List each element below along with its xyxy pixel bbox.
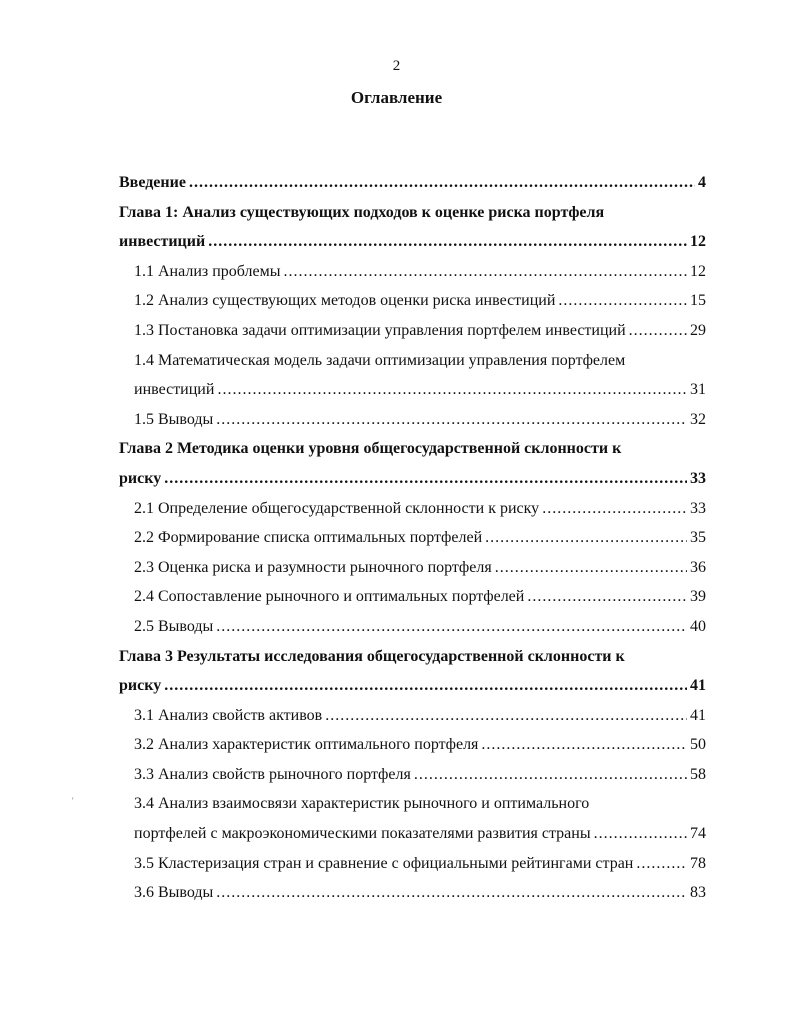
dot-leader <box>216 878 687 908</box>
dot-leader <box>325 701 687 731</box>
toc-entry-page: 31 <box>690 381 706 399</box>
dot-leader <box>208 227 687 257</box>
dot-leader <box>495 553 687 583</box>
toc-entry-title: 3.2 Анализ характеристик оптимального портфеля <box>134 736 479 754</box>
toc-section-1-4-title[interactable] <box>134 346 706 376</box>
toc-entry-title: 2.3 Оценка риска и разумности рыночного портфеля <box>134 558 492 576</box>
toc-chapter-1-title[interactable] <box>119 198 706 228</box>
toc-chapter-2[interactable] <box>119 464 706 494</box>
toc-entry-title: 3.6 Выводы <box>134 884 214 902</box>
toc-entry-page: 15 <box>690 292 706 310</box>
toc-chapter-1[interactable] <box>119 227 706 257</box>
dot-leader <box>481 730 687 760</box>
toc-entry-page: 39 <box>690 588 706 606</box>
toc-section-1-1[interactable] <box>134 257 706 287</box>
toc-section-3-3[interactable] <box>134 760 706 790</box>
toc-entry-title: 3.3 Анализ свойств рыночного портфеля <box>134 765 411 783</box>
toc-section-3-1[interactable] <box>134 701 706 731</box>
toc-entry-title: 3.4 Анализ взаимосвязи характеристик рыночного и оптимального <box>134 795 590 813</box>
toc-entry-title: Введение <box>119 174 186 191</box>
toc-entry-page: 35 <box>690 529 706 547</box>
scan-artifact-mark: ' <box>72 796 74 806</box>
toc-entry-title: 1.2 Анализ существующих методов оценки риска инвестиций <box>134 292 556 310</box>
toc-entry-title-cont: портфелей с макроэкономическими показателями развития страны <box>134 825 591 843</box>
toc-entry-title-cont: инвестиций <box>134 381 215 399</box>
toc-entry-title: 3.5 Кластеризация стран и сравнение с официальными рейтингами стран <box>134 854 634 872</box>
toc-entry-title: 1.4 Математическая модель задачи оптимизации управления портфелем <box>134 351 626 369</box>
toc-entry-page: 41 <box>690 677 706 695</box>
toc-section-2-2[interactable] <box>134 523 706 553</box>
toc-section-1-3[interactable] <box>134 316 706 346</box>
toc-section-3-6[interactable] <box>134 878 706 908</box>
toc-entry-title: 1.3 Постановка задачи оптимизации управления портфелем инвестиций <box>134 321 626 339</box>
dot-leader <box>217 375 687 405</box>
dot-leader <box>414 760 687 790</box>
toc-entry-page: 78 <box>690 854 706 872</box>
toc-entry-title: Глава 2 Методика оценки уровня общегосударственной склонности к <box>119 440 622 458</box>
dot-leader <box>485 523 687 553</box>
toc-section-3-2[interactable] <box>134 730 706 760</box>
toc-entry-page: 33 <box>690 469 706 487</box>
toc-entry-page: 12 <box>690 262 706 280</box>
toc-entry-page: 74 <box>690 825 706 843</box>
toc-entry-title: 2.5 Выводы <box>134 617 214 635</box>
toc-section-1-4[interactable] <box>134 375 706 405</box>
toc-entry-title: 1.5 Выводы <box>134 410 214 428</box>
toc-chapter-2-title[interactable] <box>119 434 706 464</box>
dot-leader <box>216 405 687 435</box>
toc-entry-page: 29 <box>690 321 706 339</box>
dot-leader <box>216 612 687 642</box>
toc-entry-title-cont: риску <box>119 677 162 695</box>
toc-entry-page: 41 <box>690 706 706 724</box>
dot-leader <box>164 464 687 494</box>
toc-entry-title: 2.2 Формирование списка оптимальных портфелей <box>134 529 483 547</box>
toc-entry-page: 32 <box>690 410 706 428</box>
toc-entry-title: 1.1 Анализ проблемы <box>134 262 281 280</box>
dot-leader <box>164 671 687 701</box>
toc-section-2-1[interactable] <box>134 494 706 524</box>
toc-section-2-5[interactable] <box>134 612 706 642</box>
dot-leader <box>558 286 687 316</box>
toc-section-3-4-title[interactable] <box>134 789 706 819</box>
dot-leader <box>284 257 688 287</box>
dot-leader <box>189 168 695 198</box>
toc-entry-title-cont: инвестиций <box>119 233 206 251</box>
dot-leader <box>636 849 687 879</box>
toc-chapter-3-title[interactable] <box>119 642 706 672</box>
toc-section-1-5[interactable] <box>134 405 706 435</box>
toc-entry-title: Глава 1: Анализ существующих подходов к оценке риска портфеля <box>119 203 605 221</box>
toc-entry-title: 3.1 Анализ свойств активов <box>134 706 323 724</box>
toc-entry-title: Глава 3 Результаты исследования общегосударственной склонности к <box>119 647 625 665</box>
toc-entry-page: 50 <box>690 736 706 754</box>
toc-entry-title-cont: риску <box>119 469 162 487</box>
table-of-contents <box>0 168 793 908</box>
toc-entry-page: 33 <box>690 499 706 517</box>
toc-entry-page: 36 <box>690 558 706 576</box>
toc-section-2-4[interactable] <box>134 582 706 612</box>
page-title: Оглавление <box>350 88 443 107</box>
toc-section-3-5[interactable] <box>134 849 706 879</box>
dot-leader <box>527 582 687 612</box>
toc-entry-page: 12 <box>690 233 706 251</box>
toc-entry-page: 83 <box>690 884 706 902</box>
toc-chapter-3[interactable] <box>119 671 706 701</box>
page-number: 2 <box>392 58 401 74</box>
toc-section-2-3[interactable] <box>134 553 706 583</box>
dot-leader <box>542 494 687 524</box>
toc-entry-title: 2.4 Сопоставление рыночного и оптимальных портфелей <box>134 588 525 606</box>
toc-entry-page: 58 <box>690 765 706 783</box>
dot-leader <box>594 819 687 849</box>
toc-entry-page: 40 <box>690 617 706 635</box>
toc-entry-page: 4 <box>698 174 706 191</box>
toc-section-3-4[interactable] <box>134 819 706 849</box>
toc-section-1-2[interactable] <box>134 286 706 316</box>
dot-leader <box>629 316 687 346</box>
toc-entry-intro[interactable] <box>119 168 706 198</box>
toc-entry-title: 2.1 Определение общегосударственной склонности к риску <box>134 499 540 517</box>
